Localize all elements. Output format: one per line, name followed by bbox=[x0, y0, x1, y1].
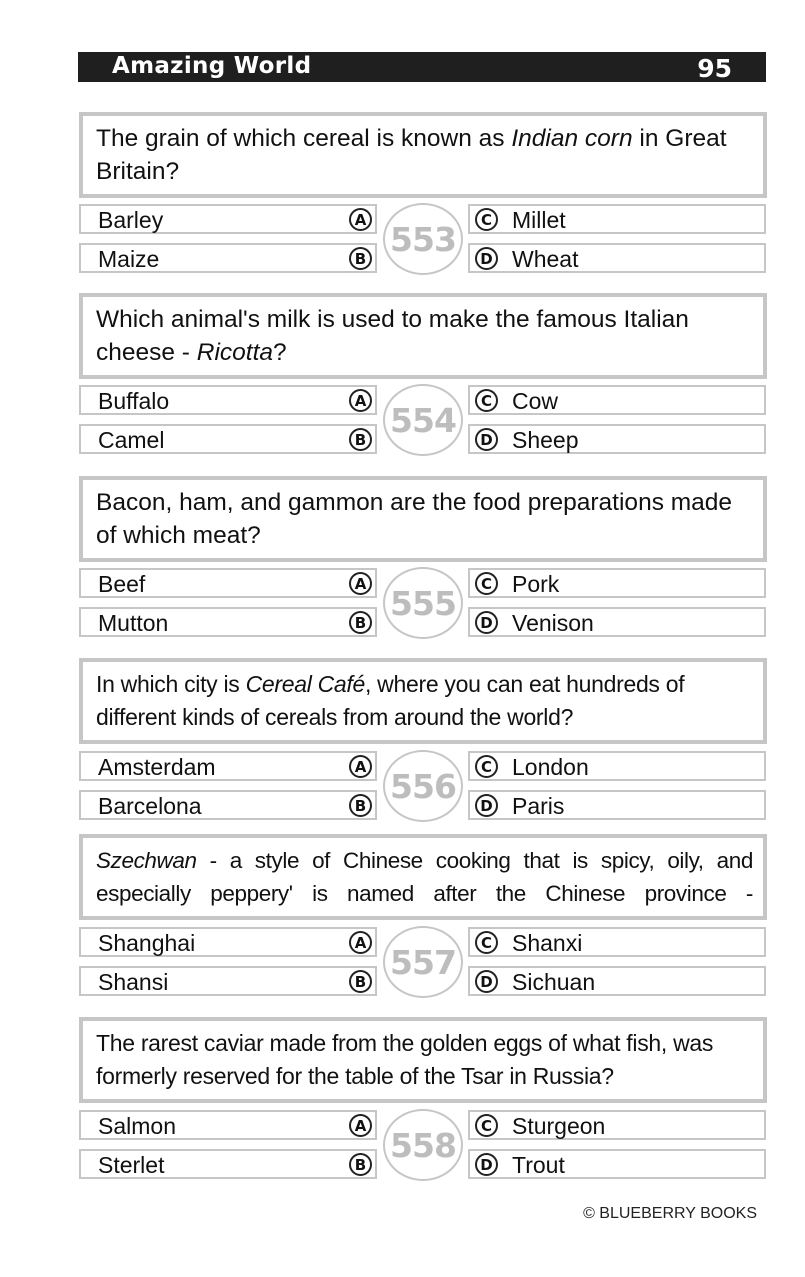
question-text: Bacon, ham, and gammon are the food preparations made of which meat? bbox=[96, 489, 733, 549]
option-c-text: Shanxi bbox=[512, 930, 583, 956]
question-number: 558 bbox=[390, 1126, 456, 1165]
question-number-badge bbox=[383, 384, 463, 456]
option-c[interactable] bbox=[468, 204, 766, 234]
question-557 bbox=[0, 834, 805, 1004]
chapter-header bbox=[78, 52, 766, 82]
question-box bbox=[79, 476, 767, 562]
question-number-badge bbox=[383, 567, 463, 639]
question-number-badge bbox=[383, 926, 463, 998]
option-b-letter: B bbox=[349, 794, 372, 817]
question-text: The rarest caviar made from the golden eggs of what fish, was formerly reserved for the table of the Tsar in Russia? bbox=[96, 1030, 714, 1089]
option-c-letter: C bbox=[475, 755, 498, 778]
question-number: 553 bbox=[390, 220, 456, 259]
copyright-footer: © BLUEBERRY BOOKS bbox=[583, 1205, 757, 1222]
option-c[interactable] bbox=[468, 927, 766, 957]
question-text: The grain of which cereal is known as Indian corn in Great Britain? bbox=[96, 125, 727, 185]
option-c-letter: C bbox=[475, 572, 498, 595]
option-d-letter: D bbox=[475, 794, 498, 817]
option-c[interactable] bbox=[468, 751, 766, 781]
option-a-letter: A bbox=[349, 208, 372, 231]
option-d-letter: D bbox=[475, 247, 498, 270]
option-d-letter: D bbox=[475, 428, 498, 451]
option-d[interactable] bbox=[468, 790, 766, 820]
option-b[interactable] bbox=[79, 1149, 377, 1179]
option-b-text: Camel bbox=[98, 427, 165, 453]
option-d[interactable] bbox=[468, 607, 766, 637]
option-d[interactable] bbox=[468, 1149, 766, 1179]
option-c-letter: C bbox=[475, 208, 498, 231]
option-a[interactable] bbox=[79, 385, 377, 415]
option-a-letter: A bbox=[349, 755, 372, 778]
option-d-letter: D bbox=[475, 611, 498, 634]
option-d-text: Sichuan bbox=[512, 969, 596, 995]
option-c[interactable] bbox=[468, 385, 766, 415]
option-b-text: Sterlet bbox=[98, 1152, 165, 1178]
option-b-text: Maize bbox=[98, 246, 160, 272]
question-555 bbox=[0, 476, 805, 646]
option-a-text: Buffalo bbox=[98, 388, 170, 414]
question-553 bbox=[0, 112, 805, 282]
option-d[interactable] bbox=[468, 424, 766, 454]
option-c-text: London bbox=[512, 754, 589, 780]
option-d-text: Sheep bbox=[512, 427, 579, 453]
question-558 bbox=[0, 1017, 805, 1187]
option-b-text: Shansi bbox=[98, 969, 169, 995]
question-number-badge bbox=[383, 750, 463, 822]
question-text: Szechwan - a style of Chinese cooking that is spicy, oily, and especially peppery' is named after the Chinese province - bbox=[96, 848, 753, 906]
question-text: Which animal's milk is used to make the famous Italian cheese - Ricotta? bbox=[96, 306, 689, 366]
option-b-text: Barcelona bbox=[98, 793, 202, 819]
option-b[interactable] bbox=[79, 607, 377, 637]
option-b-text: Mutton bbox=[98, 610, 169, 636]
option-d[interactable] bbox=[468, 966, 766, 996]
option-c-letter: C bbox=[475, 1114, 498, 1137]
question-number-badge bbox=[383, 203, 463, 275]
option-c-text: Pork bbox=[512, 571, 560, 597]
question-text: In which city is Cereal Café, where you can eat hundreds of different kinds of cereals from around the world? bbox=[96, 671, 685, 730]
question-box bbox=[79, 834, 767, 920]
question-number: 557 bbox=[390, 943, 456, 982]
question-box bbox=[79, 293, 767, 379]
option-c[interactable] bbox=[468, 1110, 766, 1140]
option-d-text: Trout bbox=[512, 1152, 565, 1178]
option-c-text: Millet bbox=[512, 207, 566, 233]
option-d[interactable] bbox=[468, 243, 766, 273]
option-b[interactable] bbox=[79, 790, 377, 820]
option-b[interactable] bbox=[79, 243, 377, 273]
option-d-letter: D bbox=[475, 970, 498, 993]
question-number-badge bbox=[383, 1109, 463, 1181]
option-b[interactable] bbox=[79, 424, 377, 454]
option-a-letter: A bbox=[349, 572, 372, 595]
option-a[interactable] bbox=[79, 1110, 377, 1140]
option-a-text: Shanghai bbox=[98, 930, 196, 956]
option-b-letter: B bbox=[349, 611, 372, 634]
question-box bbox=[79, 112, 767, 198]
option-a-text: Salmon bbox=[98, 1113, 176, 1139]
option-b-letter: B bbox=[349, 970, 372, 993]
option-a-letter: A bbox=[349, 389, 372, 412]
option-a-text: Amsterdam bbox=[98, 754, 216, 780]
option-d-text: Paris bbox=[512, 793, 565, 819]
question-number: 555 bbox=[390, 584, 456, 623]
question-number: 556 bbox=[390, 767, 456, 806]
option-c-letter: C bbox=[475, 389, 498, 412]
option-c-letter: C bbox=[475, 931, 498, 954]
question-556 bbox=[0, 658, 805, 828]
option-a-text: Beef bbox=[98, 571, 146, 597]
option-c-text: Cow bbox=[512, 388, 559, 414]
option-a[interactable] bbox=[79, 927, 377, 957]
option-b-letter: B bbox=[349, 247, 372, 270]
option-c-text: Sturgeon bbox=[512, 1113, 606, 1139]
question-box bbox=[79, 658, 767, 744]
option-c[interactable] bbox=[468, 568, 766, 598]
question-box bbox=[79, 1017, 767, 1103]
question-number: 554 bbox=[390, 401, 456, 440]
option-a[interactable] bbox=[79, 751, 377, 781]
option-d-letter: D bbox=[475, 1153, 498, 1176]
option-b[interactable] bbox=[79, 966, 377, 996]
chapter-title: Amazing World bbox=[112, 53, 312, 79]
option-b-letter: B bbox=[349, 428, 372, 451]
option-a-letter: A bbox=[349, 931, 372, 954]
option-a[interactable] bbox=[79, 204, 377, 234]
option-b-letter: B bbox=[349, 1153, 372, 1176]
page-number: 95 bbox=[697, 54, 732, 83]
option-d-text: Venison bbox=[512, 610, 594, 636]
option-a-text: Barley bbox=[98, 207, 164, 233]
option-d-text: Wheat bbox=[512, 246, 579, 272]
option-a-letter: A bbox=[349, 1114, 372, 1137]
option-a[interactable] bbox=[79, 568, 377, 598]
question-554 bbox=[0, 293, 805, 463]
